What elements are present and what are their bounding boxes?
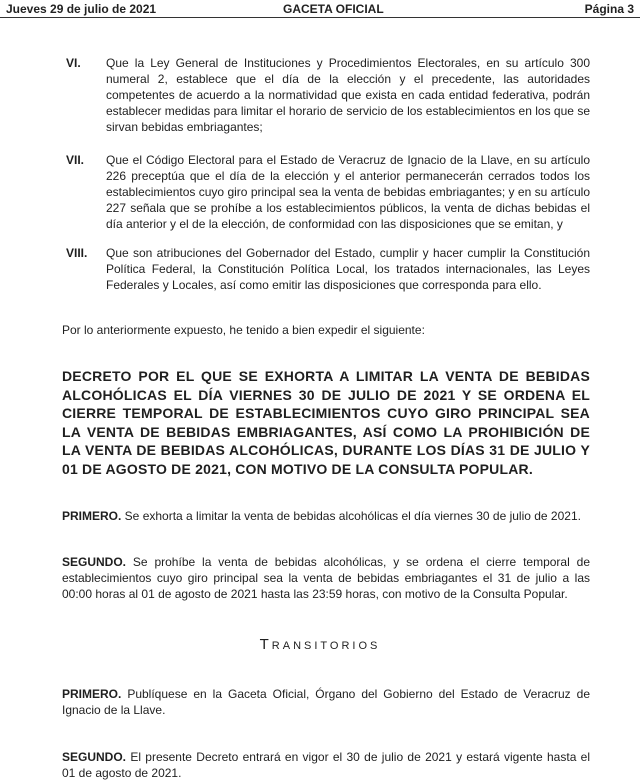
transitorio-segundo <box>62 749 590 781</box>
transitorio-label: SEGUNDO. <box>62 750 127 764</box>
header-publication: GACETA OFICIAL <box>283 2 384 16</box>
article-segundo <box>62 554 590 603</box>
article-label: PRIMERO. <box>62 509 122 523</box>
transitorio-label: PRIMERO. <box>62 687 122 701</box>
considerando-text: Que el Código Electoral para el Estado de Veracruz de Ignacio de la Llave, en su artículo 226 preceptúa que el día de la elección y el anterior permanecerán cerrados todos los establecimientos cuyo giro principal sea la venta de bebidas embriagantes; y en su artículo 227 señala que se prohíbe a los establecimientos públicos, la venta de dichas bebidas el día anterior y el de la elección, de conformidad con las disposiciones que se emitan, y <box>106 153 590 232</box>
transitorio-primero <box>62 686 590 718</box>
page-header <box>0 0 640 18</box>
transitorio-text: Publíquese en la Gaceta Oficial, Órgano del Gobierno del Estado de Veracruz de Ignacio de la Llave. <box>62 687 590 718</box>
transitorio-text: El presente Decreto entrará en vigor el 30 de julio de 2021 y estará vigente hasta el 01 de agosto de 2021. <box>62 750 590 781</box>
header-page-number: Página 3 <box>584 2 634 16</box>
considerando-numeral: VIII. <box>66 246 88 260</box>
considerando-text: Que la Ley General de Instituciones y Procedimientos Electorales, en su artículo 300 numeral 2, establece que el día de la elección y el precedente, las autoridades competentes de acuerdo a la normatividad que exista en cada entidad federativa, podrán establecer medidas para limitar el horario de servicio de los establecimientos en los que se sirvan bebidas embriagantes; <box>106 56 590 135</box>
decree-title: DECRETO POR EL QUE SE EXHORTA A LIMITAR LA VENTA DE BEBIDAS ALCOHÓLICAS EL DÍA VIERNES 30 DE JULIO DE 2021 Y SE ORDENA EL CIERRE TEMPORAL DE ESTABLECIMIENTOS CUYO GIRO PRINCIPAL SEA LA VENTA DE BEBIDAS EMBRIAGANTES, ASÍ COMO LA PROHIBICIÓN DE LA VENTA DE BEBIDAS ALCOHÓLICAS, DURANTE LOS DÍAS 31 DE JULIO Y 01 DE AGOSTO DE 2021, CON MOTIVO DE LA CONSULTA POPULAR. <box>62 368 590 477</box>
header-rule <box>0 17 640 18</box>
intro-paragraph: Por lo anteriormente expuesto, he tenido a bien expedir el siguiente: <box>62 323 425 337</box>
header-date: Jueves 29 de julio de 2021 <box>6 2 157 16</box>
considerando-numeral: VI. <box>66 56 81 70</box>
article-label: SEGUNDO. <box>62 555 127 569</box>
transitorios-heading: Transitorios <box>259 636 381 653</box>
article-text: Se prohíbe la venta de bebidas alcohólicas, y se ordena el cierre temporal de establecimientos cuyo giro principal sea la venta de bebidas embriagantes el 31 de julio a las 00:00 horas al 01 de agosto de 2021 hasta las 23:59 horas, con motivo de la Consulta Popular. <box>62 555 590 602</box>
article-primero <box>62 508 590 524</box>
article-text: Se exhorta a limitar la venta de bebidas alcohólicas el día viernes 30 de julio de 2021. <box>121 509 581 523</box>
considerando-numeral: VII. <box>66 153 85 167</box>
considerando-text: Que son atribuciones del Gobernador del Estado, cumplir y hacer cumplir la Constitución Política Federal, la Constitución Política Local, los tratados internacionales, las Leyes Federales y Locales, así como emitir las disposiciones que corresponda para ello. <box>106 246 590 293</box>
